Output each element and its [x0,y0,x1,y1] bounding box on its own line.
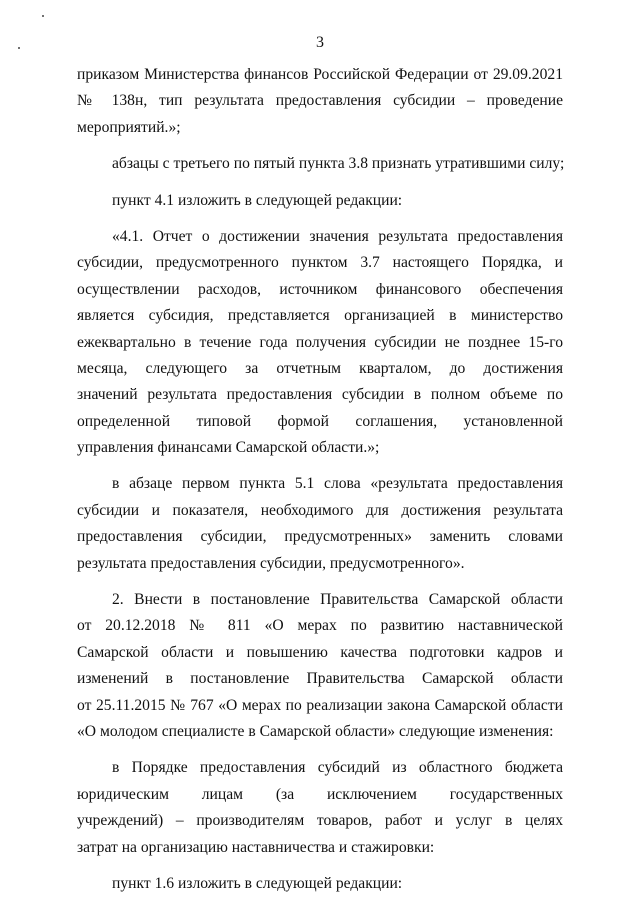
scan-speck [42,15,44,17]
text-line: является субсидия, представляется организацией в министерство [77,307,563,325]
text-line: изменений в постановление Правительства Самарской области [77,670,563,688]
document-body [77,62,563,897]
text-line: определенной типовой формой соглашения, установленной [77,412,563,430]
text-line: от 25.11.2015 № 767 «О мерах по реализации закона Самарской области [77,696,563,714]
text-line: учреждений) – производителям товаров, работ и услуг в целях [77,812,563,830]
text-line: субсидии, предусмотренного пунктом 3.7 настоящего Порядка, и [77,254,563,272]
paragraph [77,151,563,177]
text-line: осуществлении расходов, источником финансового обеспечения [77,280,563,298]
paragraph [77,755,563,861]
text-line: 2. Внести в постановление Правительства Самарской области [112,591,563,609]
text-line: в Порядке предоставления субсидий из областного бюджета [112,759,563,777]
text-line: пункт 4.1 изложить в следующей редакции: [112,191,403,209]
text-line: «4.1. Отчет о достижении значения результата предоставления [112,227,563,245]
text-line: месяца, следующего за отчетным кварталом, до достижения [77,359,563,377]
paragraph [77,471,563,577]
text-line: управления финансами Самарской области.»; [77,439,380,457]
text-line: приказом Министерства финансов Российской Федерации от 29.09.2021 [77,66,563,83]
text-line: ежеквартально в течение года получения субсидии не позднее 15-го [77,333,563,351]
text-line: мероприятий.»; [77,118,181,136]
paragraph [77,224,563,462]
text-line: «О молодом специалисте в Самарской области» следующие изменения: [77,722,554,740]
text-line: № 138н, тип результата предоставления субсидии – проведение [77,92,563,110]
text-line: субсидии и показателя, необходимого для достижения результата [77,501,563,519]
text-line: Самарской области и повышению качества подготовки кадров и [77,643,563,661]
text-line: затрат на организацию наставничества и стажировки: [77,838,435,856]
text-line: абзацы с третьего по пятый пункта 3.8 признать утратившими силу; [112,155,565,173]
text-line: предоставления субсидии, предусмотренных» заменить словами [77,528,563,546]
text-line: результата предоставления субсидии, предусмотренного». [77,554,465,572]
text-line: в абзаце первом пункта 5.1 слова «результата предоставления [112,475,563,493]
paragraph [77,188,563,214]
paragraph [77,871,563,897]
text-line: значений результата предоставления субсидии в полном объеме по [77,386,563,404]
text-line: от 20.12.2018 № 811 «О мерах по развитию наставнической [77,617,563,635]
page-number: 3 [316,34,324,51]
paragraph [77,587,563,745]
text-line: юридическим лицам (за исключением государственных [77,785,563,803]
paragraph [77,62,563,141]
text-line: пункт 1.6 изложить в следующей редакции: [112,874,403,892]
